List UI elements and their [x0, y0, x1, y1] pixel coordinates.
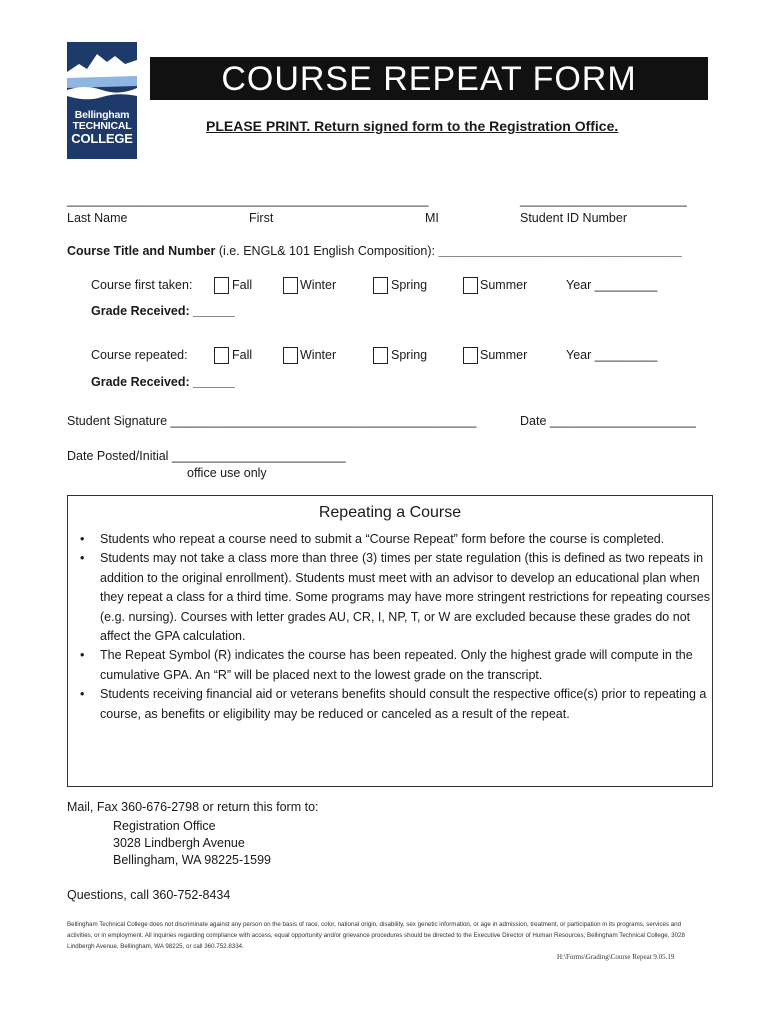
- list-item: [80, 530, 720, 549]
- file-reference: H:\Forms\Grading\Course Repeat 9.05.19: [557, 953, 675, 961]
- last-name-label: Last Name: [67, 211, 128, 225]
- course-title-hint: (i.e. ENGL& 101 English Composition):: [215, 244, 435, 258]
- mail-intro: Mail, Fax 360-676-2798 or return this form to:: [67, 800, 319, 814]
- bullet-icon: •: [80, 687, 85, 702]
- name-input-line[interactable]: ____________________________________________________: [67, 193, 429, 207]
- mail-address-line-1: Registration Office: [113, 819, 216, 833]
- repeating-course-info-box: [67, 495, 713, 787]
- mail-address-line-3: Bellingham, WA 98225-1599: [113, 853, 271, 867]
- student-signature-field[interactable]: Student Signature ____________________________________________: [67, 414, 477, 428]
- first-name-label: First: [249, 211, 274, 225]
- office-use-note: office use only: [187, 466, 267, 480]
- logo-text-2: TECHNICAL: [72, 120, 132, 132]
- course-title-label: Course Title and Number: [67, 244, 216, 258]
- student-id-input-line[interactable]: ________________________: [520, 193, 687, 207]
- logo-text-1: Bellingham: [74, 109, 130, 121]
- first-taken-summer-label: Summer: [480, 278, 528, 292]
- first-taken-spring-checkbox[interactable]: [373, 277, 388, 294]
- repeated-summer-checkbox[interactable]: [463, 347, 478, 364]
- first-taken-spring-label: Spring: [391, 278, 428, 292]
- repeated-year-field[interactable]: Year _________: [566, 348, 658, 362]
- bullet-icon: •: [80, 648, 85, 663]
- repeated-winter-label: Winter: [300, 348, 337, 362]
- questions-phone: Questions, call 360-752-8434: [67, 888, 231, 902]
- repeated-fall-checkbox[interactable]: [214, 347, 229, 364]
- college-logo: [67, 42, 137, 159]
- first-taken-year-field[interactable]: Year _________: [566, 278, 658, 292]
- list-item-text: Students receiving financial aid or veterans benefits should consult the respective office(s) prior to repeating a course, as benefits or eligibility may be reduced or canceled as a result of the repeat.: [100, 687, 707, 721]
- course-title-input-line[interactable]: ___________________________________: [434, 244, 682, 258]
- list-item-text: The Repeat Symbol (R) indicates the course has been repeated. Only the highest grade will compute in the cumulative GPA. An “R” will be placed next to the lowest grade on the transcript.: [100, 648, 693, 682]
- list-item-text: Students who repeat a course need to submit a “Course Repeat” form before the course is completed.: [100, 532, 665, 546]
- repeated-fall-label: Fall: [232, 348, 253, 362]
- repeated-label: Course repeated:: [91, 348, 188, 362]
- repeated-winter-checkbox[interactable]: [283, 347, 298, 364]
- first-taken-fall-checkbox[interactable]: [214, 277, 229, 294]
- signature-date-field[interactable]: Date _____________________: [520, 414, 696, 428]
- info-box-list: [78, 530, 720, 724]
- repeated-summer-label: Summer: [480, 348, 528, 362]
- mountain-logo-icon: [67, 42, 137, 104]
- logo-text-3: COLLEGE: [71, 131, 133, 146]
- first-taken-fall-label: Fall: [232, 278, 253, 292]
- repeated-grade-field[interactable]: Grade Received: ______: [91, 375, 235, 389]
- first-taken-label: Course first taken:: [91, 278, 193, 292]
- form-title-banner: COURSE REPEAT FORM: [150, 57, 708, 100]
- repeated-spring-label: Spring: [391, 348, 428, 362]
- first-taken-grade-field[interactable]: Grade Received: ______: [91, 304, 235, 318]
- list-item: [80, 685, 720, 724]
- course-title-row[interactable]: [67, 244, 682, 258]
- list-item: [80, 549, 720, 646]
- mail-address-line-2: 3028 Lindbergh Avenue: [113, 836, 245, 850]
- list-item: [80, 646, 720, 685]
- first-taken-winter-label: Winter: [300, 278, 337, 292]
- list-item-text: Students may not take a class more than three (3) times per state regulation (this is defined as two repeats in addition to the original enrollment). Students must meet with an advisor to develop an educational plan when they repeat a class for a third time. Some programs may have more stringent restrictions for repeating courses (e.g. nursing). Courses with letter grades AU, CR, I, NP, T, or W are excluded because these grades do not affect the GPA calculation.: [100, 551, 710, 644]
- info-box-title: Repeating a Course: [318, 504, 462, 521]
- student-id-label: Student ID Number: [520, 211, 627, 225]
- first-taken-winter-checkbox[interactable]: [283, 277, 298, 294]
- nondiscrimination-statement: Bellingham Technical College does not discriminate against any person on the basis of race, color, national origin, disability, sex genetic information, or age in admission, treatment, or participation in its programs, services and activities, or in employment. All inquiries regarding compliance with access, equal opportunity and/or grievance procedures should be directed to the Executive Director of Human Resources, Bellingham Technical College, 3028 Lindbergh Avenue, Bellingham, WA 98225, or call 360.752.8334.: [67, 921, 685, 950]
- first-taken-summer-checkbox[interactable]: [463, 277, 478, 294]
- middle-initial-label: MI: [425, 211, 439, 225]
- date-posted-field[interactable]: Date Posted/Initial _________________________: [67, 449, 346, 463]
- form-subtitle: PLEASE PRINT. Return signed form to the Registration Office.: [206, 118, 619, 134]
- repeated-spring-checkbox[interactable]: [373, 347, 388, 364]
- bullet-icon: •: [80, 551, 85, 566]
- bullet-icon: •: [80, 532, 85, 546]
